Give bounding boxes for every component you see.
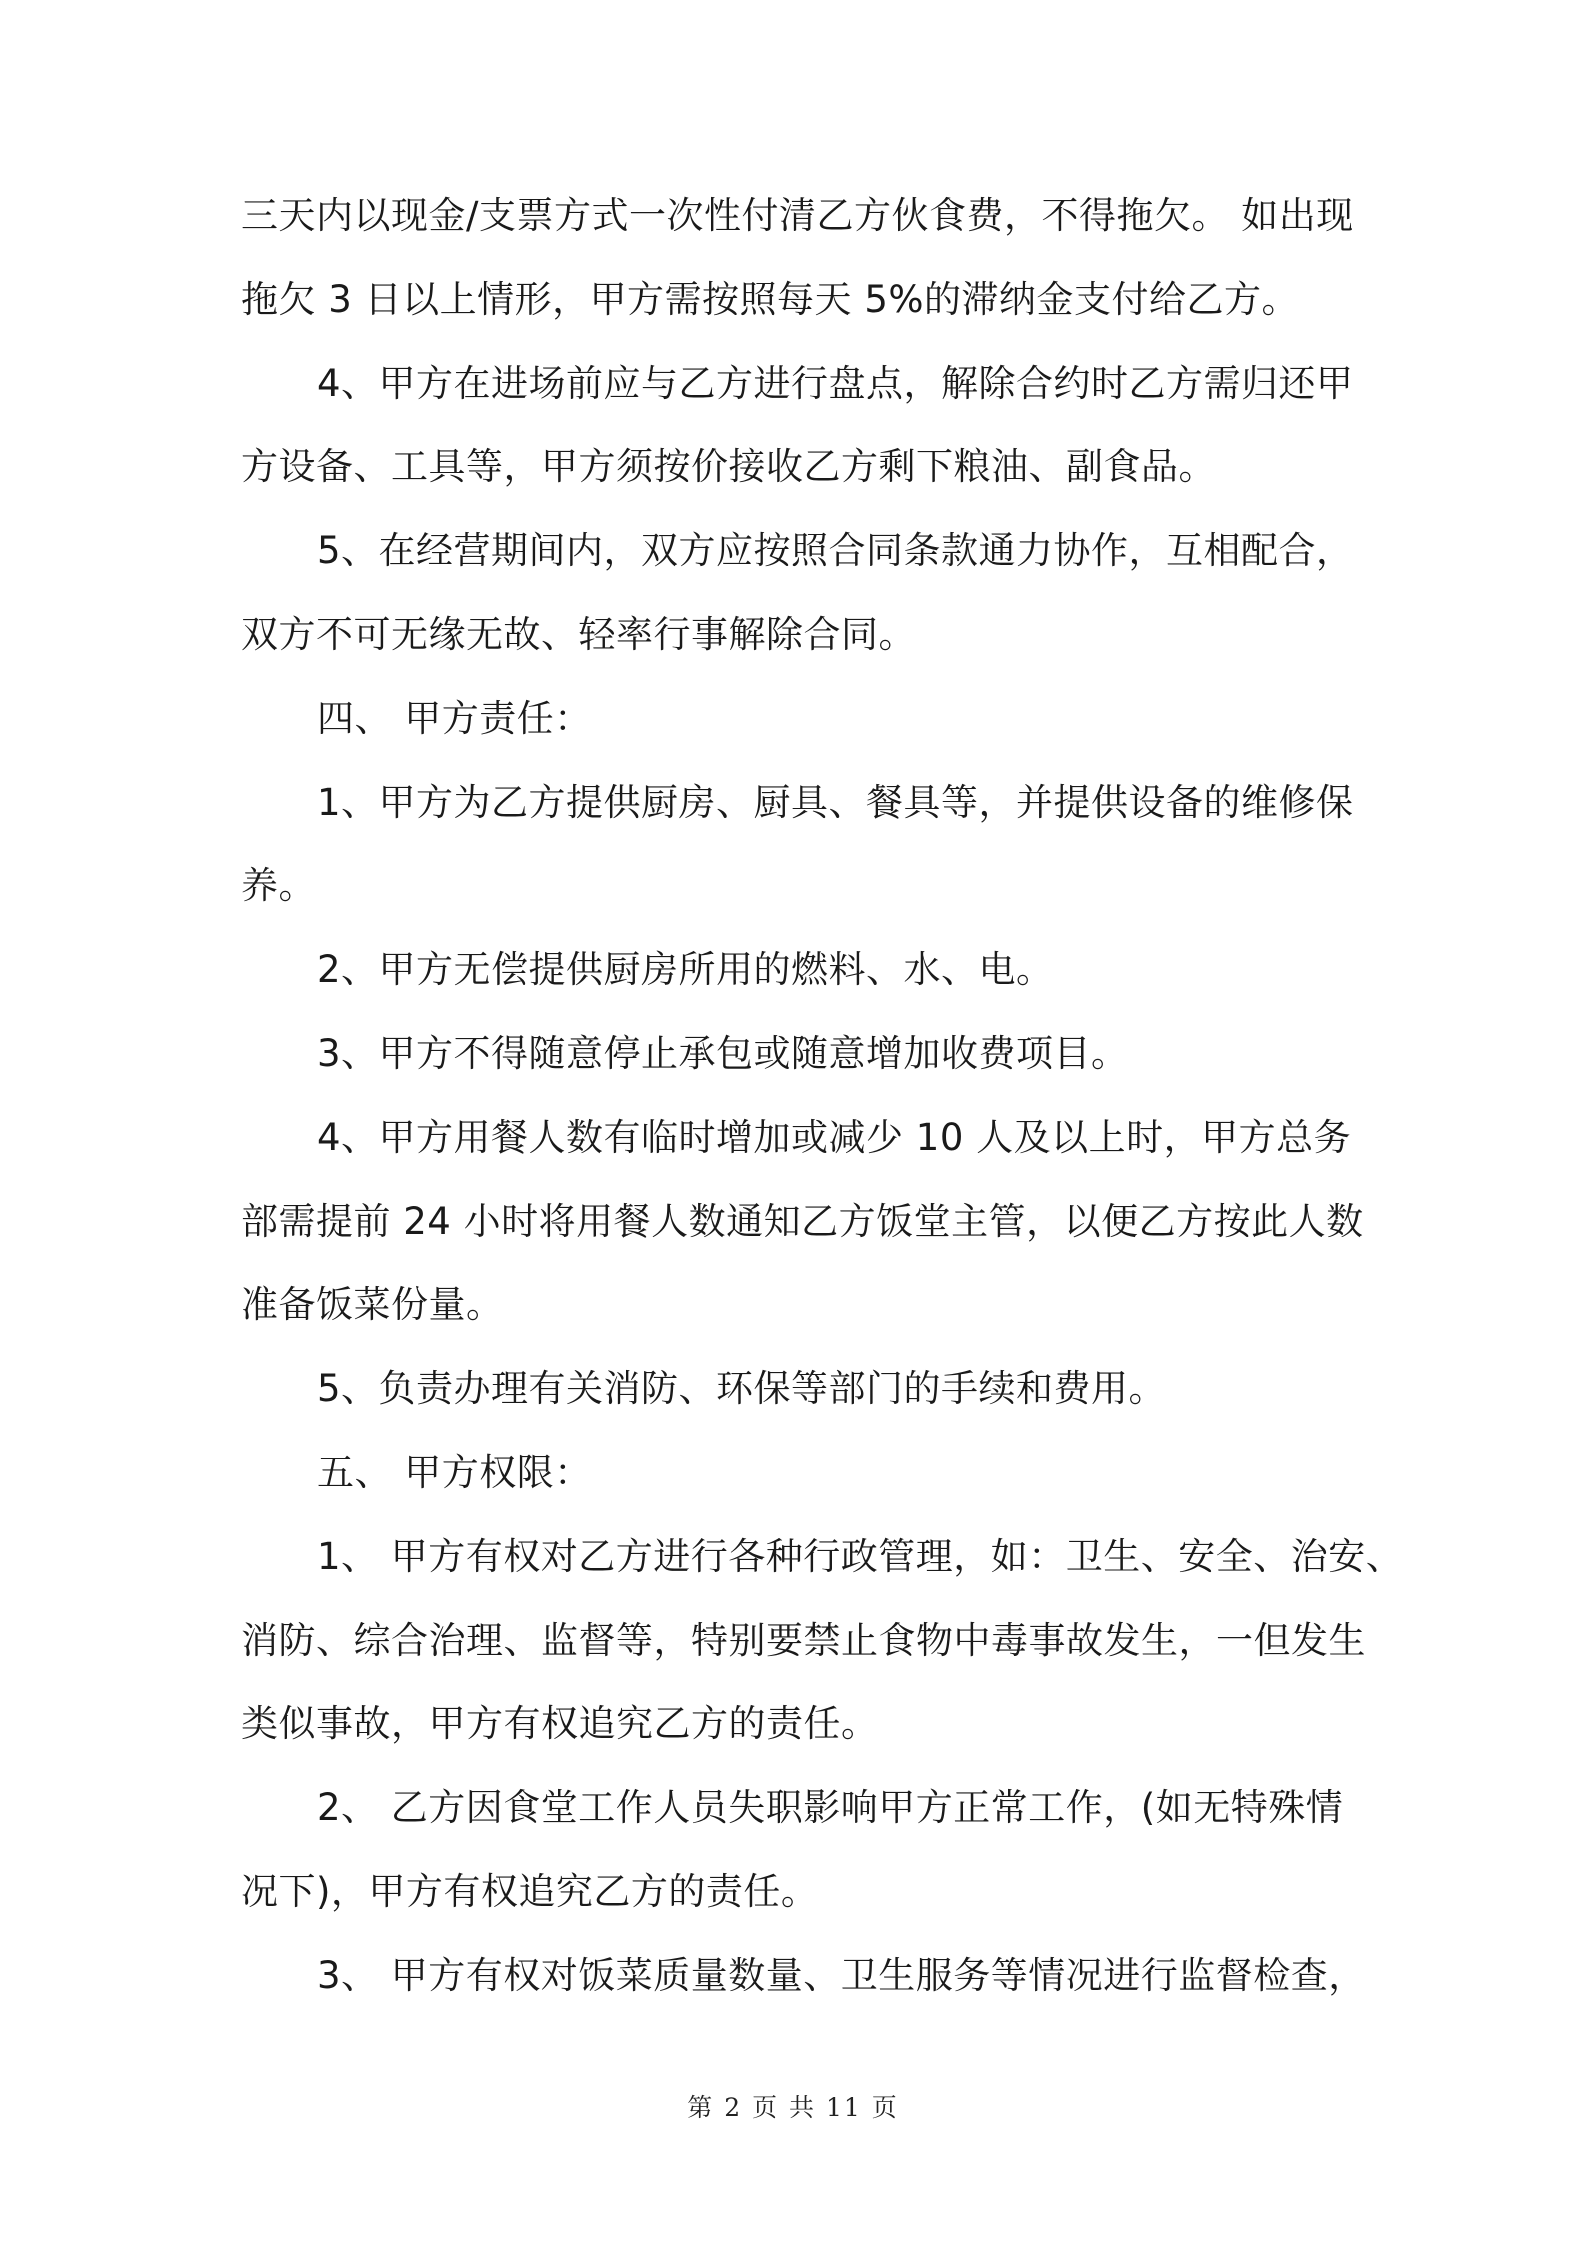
text-line: 拖欠 3 日以上情形，甲方需按照每天 5%的滞纳金支付给乙方。 — [241, 277, 1300, 321]
section-heading: 五、 甲方权限： — [317, 1450, 592, 1494]
clause-line: 5、在经营期间内，双方应按照合同条款通力协作，互相配合， — [317, 529, 1354, 573]
text-line: 方设备、工具等，甲方须按价接收乙方剩下粮油、副食品。 — [241, 445, 1216, 489]
page-number-footer: 第 2 页 共 11 页 — [687, 2093, 899, 2122]
text-line: 部需提前 24 小时将用餐人数通知乙方饭堂主管，以便乙方按此人数 — [241, 1199, 1364, 1243]
document-body — [241, 194, 1404, 2039]
section-heading: 四、 甲方责任： — [317, 696, 592, 740]
clause-line: 1、甲方为乙方提供厨房、厨具、餐具等，并提供设备的维修保 — [317, 780, 1354, 824]
clause-line: 3、甲方不得随意停止承包或随意增加收费项目。 — [317, 1031, 1129, 1075]
clause-line: 3、 甲方有权对饭菜质量数量、卫生服务等情况进行监督检查， — [317, 1953, 1366, 1997]
text-line: 养。 — [241, 864, 316, 908]
text-line: 况下)，甲方有权追究乙方的责任。 — [241, 1869, 819, 1913]
clause-line: 5、负责办理有关消防、环保等部门的手续和费用。 — [317, 1367, 1167, 1411]
text-line: 准备饭菜份量。 — [241, 1283, 504, 1327]
text-line: 类似事故，甲方有权追究乙方的责任。 — [241, 1702, 879, 1746]
clause-line: 4、甲方在进场前应与乙方进行盘点，解除合约时乙方需归还甲 — [317, 361, 1354, 405]
clause-line: 1、 甲方有权对乙方进行各种行政管理，如：卫生、安全、治安、 — [317, 1534, 1404, 1578]
text-line: 消防、综合治理、监督等，特别要禁止食物中毒事故发生，一但发生 — [241, 1618, 1366, 1662]
clause-line: 4、甲方用餐人数有临时增加或减少 10 人及以上时，甲方总务 — [317, 1115, 1352, 1159]
clause-line: 2、甲方无偿提供厨房所用的燃料、水、电。 — [317, 948, 1054, 992]
text-line: 双方不可无缘无故、轻率行事解除合同。 — [241, 612, 916, 656]
clause-line: 2、 乙方因食堂工作人员失职影响甲方正常工作，(如无特殊情 — [317, 1786, 1344, 1830]
text-line: 三天内以现金/支票方式一次性付清乙方伙食费，不得拖欠。 如出现 — [241, 194, 1354, 237]
